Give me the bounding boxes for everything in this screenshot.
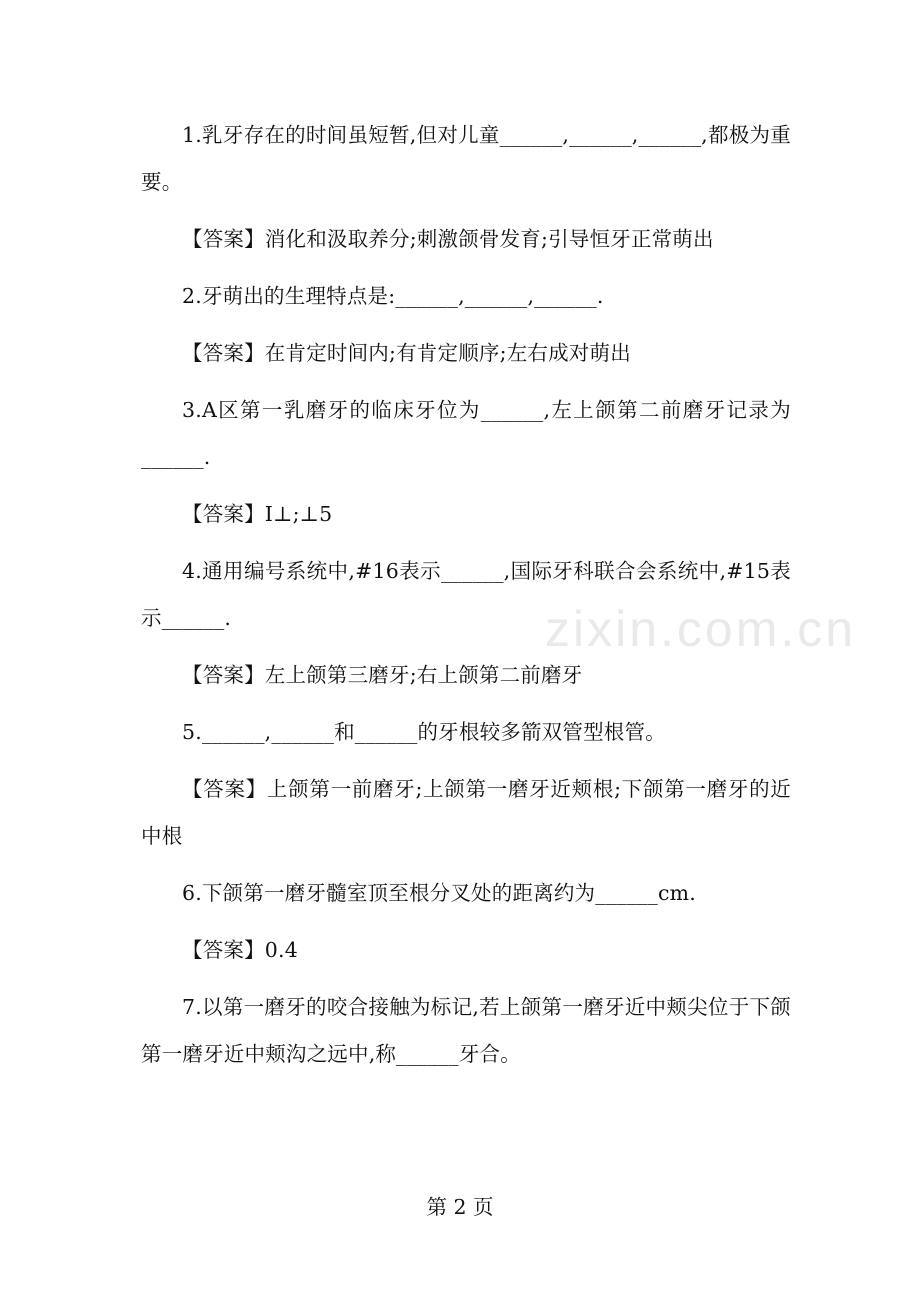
page-number: 第 2 页: [426, 1195, 494, 1219]
answer-2: 【答案】在肯定时间内;有肯定顺序;左右成对萌出: [182, 341, 631, 365]
answer-6: 【答案】0.4: [182, 938, 299, 962]
question-6: 6.下颌第一磨牙髓室顶至根分叉处的距离约为______cm.: [182, 881, 696, 905]
question-5: 5.______,______和______的牙根较多箭双管型根管。: [182, 720, 666, 744]
question-2: 2.牙萌出的生理特点是:______,______,______.: [182, 284, 604, 308]
question-3: 3.A区第一乳磨牙的临床牙位为______,左上颌第二前磨牙记录为______.: [141, 398, 791, 469]
question-7: 7.以第一磨牙的咬合接触为标记,若上颌第一磨牙近中颊尖位于下颌第一磨牙近中颊沟之远中,称______牙合。: [141, 995, 791, 1066]
watermark: zixin.com.cn: [545, 601, 857, 657]
question-1: 1.乳牙存在的时间虽短暂,但对儿童______,______,______,都极为重要。: [141, 123, 791, 194]
document-body: [141, 112, 791, 1088]
answer-1: 【答案】消化和汲取养分;刺激颌骨发育;引导恒牙正常萌出: [182, 227, 714, 251]
answer-4: 【答案】左上颌第三磨牙;右上颌第二前磨牙: [182, 663, 583, 687]
answer-3: 【答案】Ⅰ⊥;⊥5: [182, 502, 333, 526]
question-4: 4.通用编号系统中,#16表示______,国际牙科联合会系统中,#15表示______.: [141, 559, 791, 630]
answer-5: 【答案】上颌第一前磨牙;上颌第一磨牙近颊根;下颌第一磨牙的近中根: [141, 777, 791, 848]
